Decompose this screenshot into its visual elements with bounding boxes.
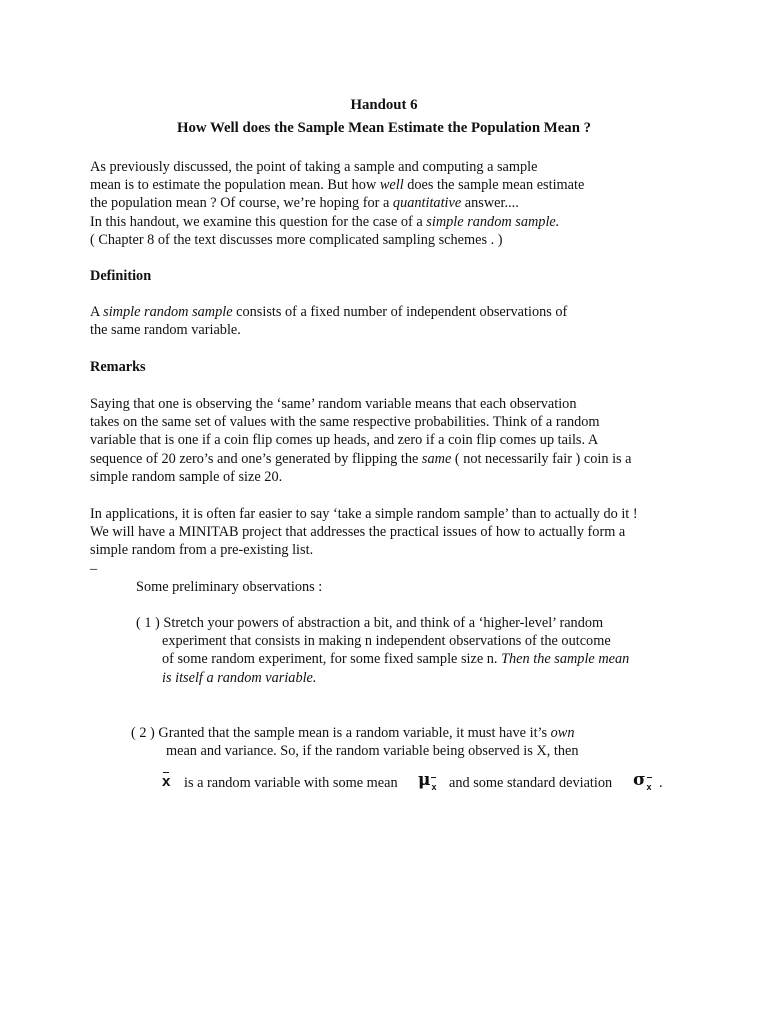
x-bar-symbol: x [162, 773, 171, 790]
item1-line-3: of some random experiment, for some fixed sample size n. Then the sample mean [162, 651, 630, 668]
remarks-p2-line-2: We will have a MINITAB project that addresses the practical issues of how to actually form a [90, 524, 626, 541]
remarks-p1-line-2: takes on the same set of values with the same respective probabilities. Think of a random [90, 414, 600, 431]
intro-line-1: As previously discussed, the point of taking a sample and computing a sample [90, 159, 538, 175]
handout-subtitle: How Well does the Sample Mean Estimate the Population Mean ? [176, 120, 592, 136]
remarks-p2-line-4: – [90, 560, 98, 577]
intro-line-2: mean is to estimate the population mean. But how well does the sample mean estimate [90, 177, 585, 194]
handout-title: Handout 6 [350, 97, 418, 113]
item1-line-1: ( 1 ) Stretch your powers of abstraction a bit, and think of a ‘higher-level’ random [136, 615, 604, 631]
item1-line-4: is itself a random variable. [162, 669, 317, 686]
intro-line-3: the population mean ? Of course, we’re hoping for a quantitative answer.... [90, 195, 519, 212]
remarks-p1-line-3: variable that is one if a coin flip comes up heads, and zero if a coin flip comes up tails. A [90, 432, 599, 449]
formula-text-1: is a random variable with some mean [184, 775, 398, 791]
observations-intro: Some preliminary observations : [136, 579, 323, 595]
remarks-heading: Remarks [90, 359, 146, 375]
remarks-p1-line-1: Saying that one is observing the ‘same’ random variable means that each observation [90, 396, 577, 412]
item1-line-2: experiment that consists in making n independent observations of the outcome [162, 633, 611, 650]
sigma-symbol: σ x [633, 770, 652, 792]
remarks-p1-line-4: sequence of 20 zero’s and one’s generated by flipping the same ( not necessarily fair ) coin is a [90, 450, 632, 467]
remarks-p1-line-5: simple random sample of size 20. [90, 468, 283, 485]
remarks-p2-line-3: simple random from a pre-existing list. [90, 542, 314, 559]
mu-symbol: μ x [418, 770, 437, 792]
observation-item-2 [131, 724, 579, 760]
formula-period: . [659, 775, 663, 791]
observation-item-1 [136, 614, 629, 687]
definition-paragraph [90, 303, 567, 339]
item2-line-2: mean and variance. So, if the random variable being observed is X, then [166, 743, 579, 760]
intro-line-4: In this handout, we examine this question for the case of a simple random sample. [90, 213, 560, 230]
definition-line-2: the same random variable. [90, 322, 241, 339]
intro-line-5: ( Chapter 8 of the text discusses more complicated sampling schemes . ) [90, 231, 503, 248]
remarks-p2-line-1: In applications, it is often far easier to say ‘take a simple random sample’ than to actually do it ! [90, 506, 638, 522]
item2-line-1: ( 2 ) Granted that the sample mean is a random variable, it must have it’s own [131, 725, 575, 741]
intro-paragraph [90, 158, 584, 249]
definition-line-1: A simple random sample consists of a fixed number of independent observations of [90, 304, 568, 320]
remarks-paragraph-1 [90, 395, 632, 486]
definition-heading: Definition [90, 268, 152, 284]
remarks-paragraph-2 [90, 505, 638, 578]
formula-text-2: and some standard deviation [449, 775, 613, 791]
